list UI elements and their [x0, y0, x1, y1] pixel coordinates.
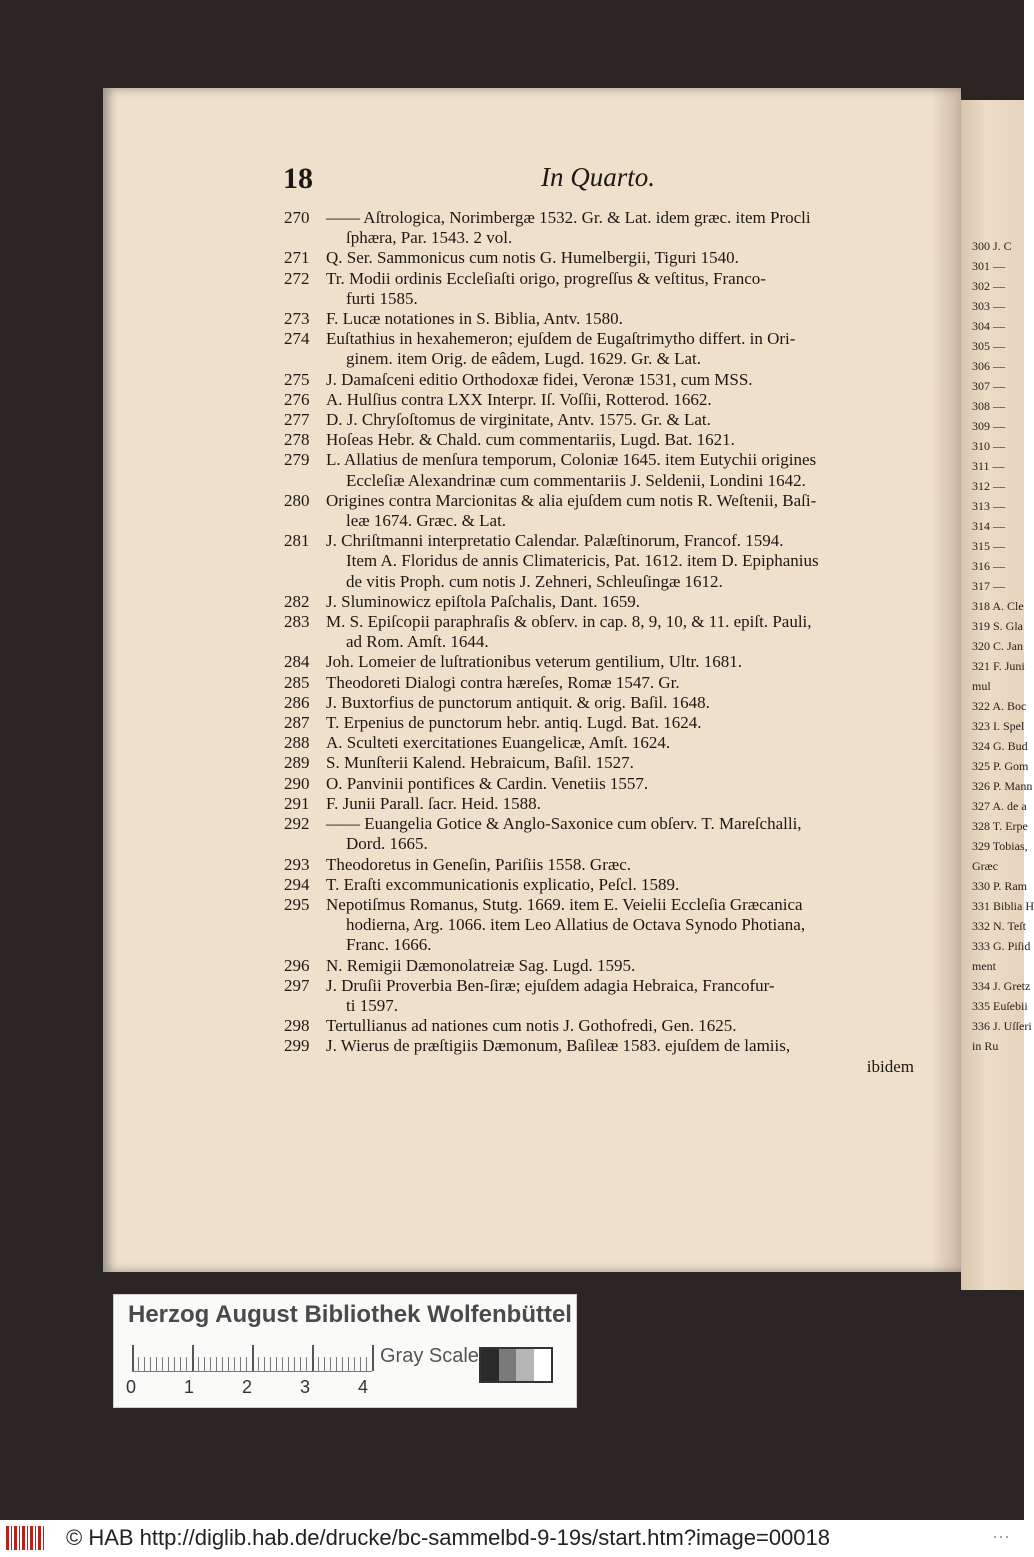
- entry-text: A. Hulſius contra LXX Interpr. Iſ. Voſſii, Rotterod. 1662.: [326, 389, 712, 409]
- adjacent-page-line: 318 A. Cle: [972, 599, 1024, 613]
- catalog-entry: [284, 713, 924, 733]
- catalog-entry: [284, 410, 924, 430]
- entry-number: 275: [284, 369, 310, 389]
- entry-text: —— Euangelia Gotice & Anglo-Saxonice cum obſerv. T. Mareſchalli,: [326, 814, 802, 834]
- entry-number: 271: [284, 248, 310, 268]
- entry-text-continued: ſphæra, Par. 1543. 2 vol.: [346, 228, 513, 248]
- adjacent-page-line: 325 P. Gom: [972, 759, 1029, 773]
- catalog-entry: [284, 329, 924, 369]
- adjacent-page-line: 312 —: [972, 479, 1005, 493]
- entry-number: 297: [284, 975, 310, 995]
- adjacent-page-line: 335 Euſebii: [972, 999, 1028, 1013]
- entry-text-continued: Item A. Floridus de annis Climatericis, Pat. 1612. item D. Epiphanius: [346, 551, 819, 571]
- adjacent-page-line: 311 —: [972, 459, 1005, 473]
- entry-number: 274: [284, 329, 310, 349]
- entry-text: Euſtathius in hexahemeron; ejuſdem de Eugaſtrimytho differt. in Ori-: [326, 329, 796, 349]
- adjacent-page-line: 303 —: [972, 299, 1005, 313]
- ruler-number: 2: [242, 1377, 253, 1397]
- entry-text: Nepotiſmus Romanus, Stutg. 1669. item E. Veielii Eccleſia Græcanica: [326, 894, 803, 914]
- adjacent-page-line: in Ru: [972, 1039, 999, 1053]
- entry-text: N. Remigii Dæmonolatreiæ Sag. Lugd. 1595.: [326, 955, 636, 975]
- catchword: ibidem: [866, 1056, 914, 1076]
- adjacent-page-line: 320 C. Jan: [972, 639, 1023, 653]
- hab-logo-icon: [6, 1526, 46, 1550]
- entry-number: 284: [284, 652, 310, 672]
- entry-number: 294: [284, 874, 310, 894]
- catalog-entry: [284, 794, 924, 814]
- ruler-number: 0: [126, 1377, 137, 1397]
- catalog-entry: [284, 855, 924, 875]
- entry-number: 283: [284, 612, 310, 632]
- entry-text: T. Erpenius de punctorum hebr. antiq. Lugd. Bat. 1624.: [326, 713, 702, 733]
- catalog-entry: [284, 612, 924, 652]
- entry-number: 270: [284, 208, 310, 227]
- catalog-entry: [284, 592, 924, 612]
- catalog-entry: [284, 956, 924, 976]
- entry-text-continued: Eccleſiæ Alexandrinæ cum commentariis J. Seldenii, Londini 1642.: [346, 470, 806, 490]
- entry-text: Tr. Modii ordinis Eccleſiaſti origo, progreſſus & veſtitus, Franco-: [326, 268, 766, 288]
- adjacent-page-line: 326 P. Mann: [972, 779, 1033, 793]
- entry-text: A. Sculteti exercitationes Euangelicæ, Amſt. 1624.: [326, 733, 671, 753]
- entry-text: Hoſeas Hebr. & Chald. cum commentariis, Lugd. Bat. 1621.: [326, 430, 735, 450]
- adjacent-page-line: 300 J. C: [972, 239, 1012, 253]
- entry-number: 281: [284, 531, 310, 551]
- adjacent-page-line: 332 N. Teſt: [972, 919, 1026, 933]
- adjacent-page-line: 321 F. Juni: [972, 659, 1025, 673]
- entry-text: Tertullianus ad nationes cum notis J. Gothofredi, Gen. 1625.: [326, 1016, 737, 1036]
- entry-number: 287: [284, 713, 310, 733]
- entry-text-continued: de vitis Proph. cum notis J. Zehneri, Schleuſingæ 1612.: [346, 571, 723, 591]
- gray-scale-swatch: [479, 1347, 553, 1383]
- entry-number: 273: [284, 309, 310, 329]
- entry-number: 296: [284, 955, 310, 975]
- entry-text: O. Panvinii pontifices & Cardin. Venetiis 1557.: [326, 773, 649, 793]
- adjacent-page-line: 328 T. Erpe: [972, 819, 1028, 833]
- entry-number: 285: [284, 672, 310, 692]
- catalog-entry: [284, 430, 924, 450]
- adjacent-page-line: 305 —: [972, 339, 1005, 353]
- entry-text-continued: ad Rom. Amſt. 1644.: [346, 632, 489, 652]
- entry-number: 282: [284, 591, 310, 611]
- entry-number: 299: [284, 1036, 310, 1056]
- catalog-entry: [284, 248, 924, 268]
- entry-text-continued: furti 1585.: [346, 288, 418, 308]
- entry-number: 286: [284, 692, 310, 712]
- adjacent-page-line: 334 J. Gretz: [972, 979, 1031, 993]
- adjacent-page-line: 317 —: [972, 579, 1005, 593]
- adjacent-page-line: 329 Tobias,: [972, 839, 1028, 853]
- catalog-entry: [284, 976, 924, 1016]
- entry-text-continued: ti 1597.: [346, 995, 398, 1015]
- entry-text: J. Chriſtmanni interpretatio Calendar. Palæſtinorum, Francof. 1594.: [326, 531, 784, 551]
- entry-number: 279: [284, 450, 310, 470]
- entry-text: —— Aſtrologica, Norimbergæ 1532. Gr. & Lat. idem græc. item Procli: [326, 208, 811, 227]
- adjacent-page-line: 315 —: [972, 539, 1005, 553]
- adjacent-page-line: 309 —: [972, 419, 1005, 433]
- library-name: Herzog August Bibliothek Wolfenbüttel: [128, 1301, 572, 1328]
- entry-text: Q. Ser. Sammonicus cum notis G. Humelbergii, Tiguri 1540.: [326, 248, 739, 268]
- adjacent-page-line: 323 I. Spel: [972, 719, 1025, 733]
- catalog-entry: [284, 531, 924, 592]
- ruler-number: 3: [300, 1377, 311, 1397]
- catalog-entry: [284, 693, 924, 713]
- catalog-entry: [284, 491, 924, 531]
- catalog-entry: [284, 875, 924, 895]
- catalog-entry: [284, 269, 924, 309]
- entry-text-continued: hodierna, Arg. 1066. item Leo Allatius de Octava Synodo Photiana,: [346, 915, 806, 935]
- adjacent-page-line: 330 P. Ram: [972, 879, 1028, 893]
- ruler-major-ticks: [132, 1345, 377, 1371]
- adjacent-page-line: 322 A. Boc: [972, 699, 1027, 713]
- catalog-entry: [284, 390, 924, 410]
- more-icon[interactable]: ···: [992, 1526, 1010, 1546]
- entry-number: 293: [284, 854, 310, 874]
- page-header: [283, 162, 683, 198]
- catalog-entry: [284, 208, 924, 248]
- entry-text: Joh. Lomeier de luſtrationibus veterum gentilium, Ultr. 1681.: [326, 652, 742, 672]
- adjacent-page-line: 302 —: [972, 279, 1005, 293]
- entry-text: S. Munſterii Kalend. Hebraicum, Baſil. 1527.: [326, 753, 634, 773]
- entry-number: 280: [284, 490, 310, 510]
- entry-text: J. Buxtorfius de punctorum antiquit. & orig. Baſil. 1648.: [326, 692, 710, 712]
- entry-number: 289: [284, 753, 310, 773]
- gray-swatch: [534, 1349, 552, 1381]
- copyright-url[interactable]: © HAB http://diglib.hab.de/drucke/bc-sammelbd-9-19s/start.htm?image=00018: [66, 1525, 830, 1550]
- entry-number: 276: [284, 389, 310, 409]
- entry-text: J. Wierus de præſtigiis Dæmonum, Baſileæ 1583. ejuſdem de lamiis,: [326, 1036, 791, 1056]
- entry-number: 291: [284, 793, 310, 813]
- ruler-numbers: [126, 1377, 416, 1398]
- adjacent-page-line: Græc: [972, 859, 998, 873]
- catalog-entry: [284, 753, 924, 773]
- entry-text: J. Druſii Proverbia Ben-ſiræ; ejuſdem adagia Hebraica, Francofur-: [326, 975, 775, 995]
- catalog-entry: [284, 733, 924, 753]
- adjacent-page-line: 304 —: [972, 319, 1005, 333]
- adjacent-page-line: 310 —: [972, 439, 1005, 453]
- gray-swatch: [499, 1349, 517, 1381]
- adjacent-page-line: 307 —: [972, 379, 1005, 393]
- entry-text: J. Damaſceni editio Orthodoxæ fidei, Veronæ 1531, cum MSS.: [326, 369, 753, 389]
- catalog-entry: [284, 370, 924, 390]
- catalog-entry: [284, 814, 924, 854]
- entry-text: Origines contra Marcionitas & alia ejuſdem cum notis R. Weſtenii, Baſi-: [326, 490, 817, 510]
- entry-number: 288: [284, 733, 310, 753]
- adjacent-page-line: 314 —: [972, 519, 1005, 533]
- entry-text: J. Sluminowicz epiſtola Paſchalis, Dant. 1659.: [326, 591, 640, 611]
- entry-text: Theodoretus in Geneſin, Pariſiis 1558. Græc.: [326, 854, 632, 874]
- adjacent-page-line: 331 Biblia H: [972, 899, 1034, 913]
- catalog-entry: [284, 309, 924, 329]
- adjacent-page-line: 333 G. Piſid: [972, 939, 1031, 953]
- adjacent-page-line: 306 —: [972, 359, 1005, 373]
- entry-number: 292: [284, 814, 310, 834]
- adjacent-page-line: 336 J. Uſſeri: [972, 1019, 1032, 1033]
- entry-text: Theodoreti Dialogi contra hæreſes, Romæ 1547. Gr.: [326, 672, 680, 692]
- adjacent-page-line: 327 A. de a: [972, 799, 1027, 813]
- entry-number: 277: [284, 410, 310, 430]
- entry-number: 290: [284, 773, 310, 793]
- entry-text: F. Junii Parall. ſacr. Heid. 1588.: [326, 793, 541, 813]
- adjacent-page-line: 319 S. Gla: [972, 619, 1023, 633]
- adjacent-page-margin: [972, 236, 1034, 1056]
- catalog-entry: [284, 652, 924, 672]
- entry-list: [284, 208, 924, 1077]
- adjacent-page-line: ment: [972, 959, 996, 973]
- entry-text-continued: Dord. 1665.: [346, 834, 428, 854]
- entry-text: D. J. Chryſoſtomus de virginitate, Antv. 1575. Gr. & Lat.: [326, 410, 711, 430]
- gray-swatch: [516, 1349, 534, 1381]
- catalog-entry: [284, 895, 924, 956]
- entry-number: 278: [284, 430, 310, 450]
- adjacent-page-line: 316 —: [972, 559, 1005, 573]
- entry-text: L. Allatius de menſura temporum, Coloniæ 1645. item Eutychii origines: [326, 450, 817, 470]
- catalog-entry: [284, 673, 924, 693]
- entry-text: F. Lucæ notationes in S. Biblia, Antv. 1580.: [326, 309, 623, 329]
- catalog-entry: [284, 1036, 924, 1076]
- ruler-number: 4: [358, 1377, 369, 1397]
- footer-bar: [0, 1520, 1024, 1557]
- adjacent-page-line: 313 —: [972, 499, 1005, 513]
- gray-swatch: [481, 1349, 499, 1381]
- ruler-number: 1: [184, 1377, 195, 1397]
- entry-number: 272: [284, 268, 310, 288]
- adjacent-page-line: 324 G. Bud: [972, 739, 1028, 753]
- entry-text-continued: ginem. item Orig. de eâdem, Lugd. 1629. Gr. & Lat.: [346, 349, 702, 369]
- entry-text-continued: leæ 1674. Græc. & Lat.: [346, 511, 507, 531]
- adjacent-page-line: 301 —: [972, 259, 1005, 273]
- running-title: In Quarto.: [541, 162, 655, 192]
- entry-number: 295: [284, 894, 310, 914]
- entry-text: M. S. Epiſcopii paraphraſis & obſerv. in cap. 8, 9, 10, & 11. epiſt. Pauli,: [326, 612, 812, 632]
- entry-number: 298: [284, 1016, 310, 1036]
- library-label: [113, 1294, 577, 1408]
- entry-text: T. Eraſti excommunicationis explicatio, Peſcl. 1589.: [326, 874, 680, 894]
- catalog-entry: [284, 1016, 924, 1036]
- catalog-entry: [284, 450, 924, 490]
- adjacent-page-line: mul: [972, 679, 991, 693]
- entry-text-continued: Franc. 1666.: [346, 935, 432, 955]
- gray-scale-label: Gray Scale: [380, 1345, 479, 1367]
- catalog-entry: [284, 774, 924, 794]
- adjacent-page-line: 308 —: [972, 399, 1005, 413]
- page-number: 18: [283, 162, 313, 195]
